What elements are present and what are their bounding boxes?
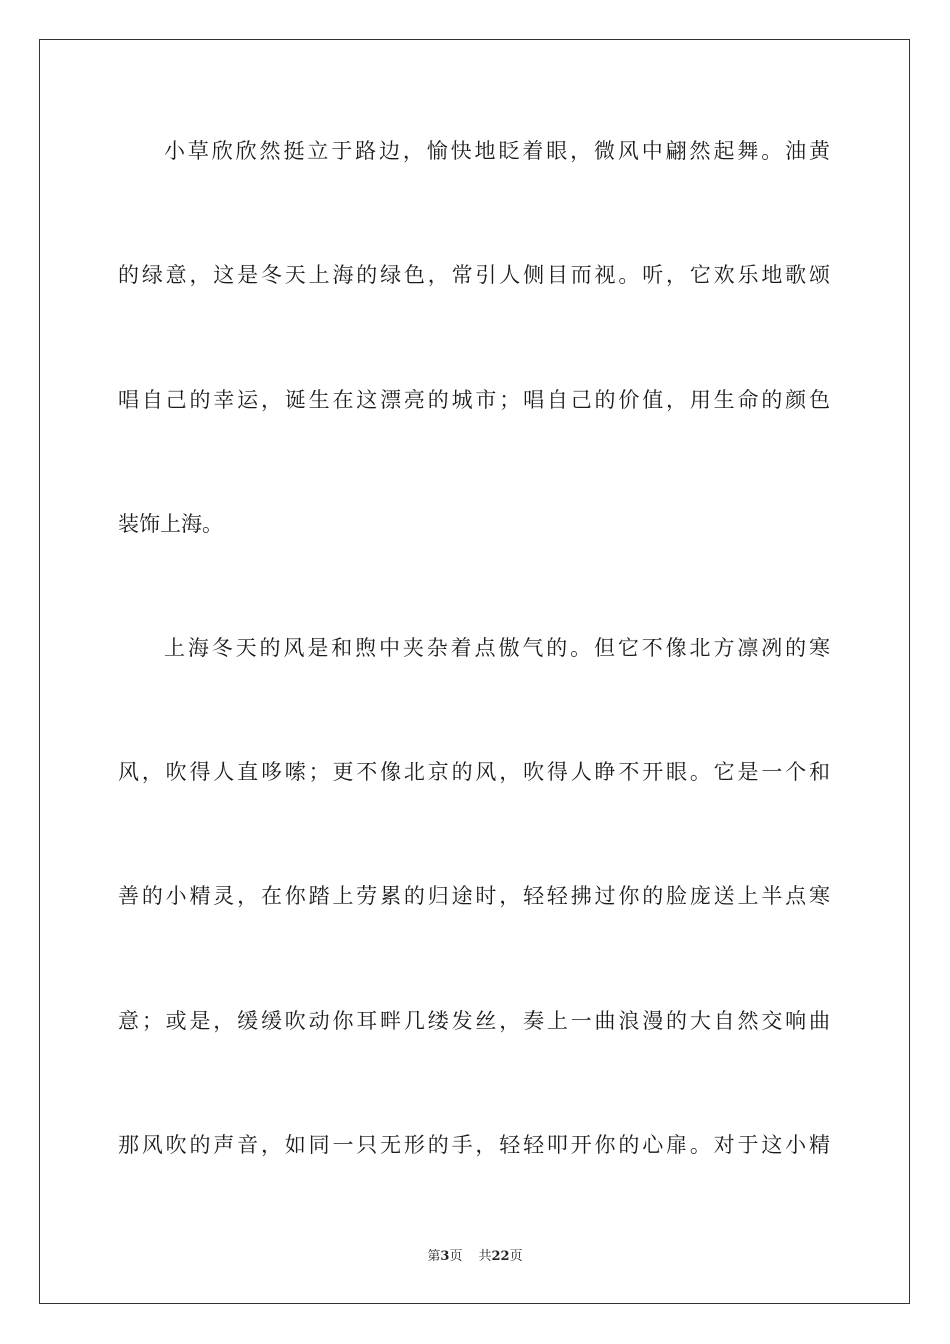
page-footer bbox=[0, 1248, 950, 1266]
text-line: 的绿意，这是冬天上海的绿色，常引人侧目而视。听，它欢乐地歌颂 bbox=[118, 263, 830, 287]
text-line: 风，吹得人直哆嗦；更不像北京的风，吹得人睁不开眼。它是一个和 bbox=[118, 760, 830, 784]
text-line: 装饰上海。 bbox=[118, 512, 223, 536]
footer-total-suffix: 页 bbox=[509, 1249, 523, 1264]
footer-page-prefix: 第 bbox=[427, 1249, 441, 1264]
footer-page-number: 3 bbox=[440, 1249, 450, 1264]
text-line: 唱自己的幸运，诞生在这漂亮的城市；唱自己的价值，用生命的颜色 bbox=[118, 388, 830, 412]
text-line: 意；或是，缓缓吹动你耳畔几缕发丝，奏上一曲浪漫的大自然交响曲 bbox=[118, 1009, 830, 1033]
footer-page-suffix: 页 bbox=[449, 1249, 463, 1264]
text-line: 那风吹的声音，如同一只无形的手，轻轻叩开你的心扉。对于这小精 bbox=[118, 1133, 830, 1157]
text-line: 上海冬天的风是和煦中夹杂着点傲气的。但它不像北方凛冽的寒 bbox=[164, 636, 830, 660]
footer-total-pages: 22 bbox=[491, 1249, 510, 1264]
footer-total-prefix: 共 bbox=[478, 1249, 492, 1264]
text-line: 善的小精灵，在你踏上劳累的归途时，轻轻拂过你的脸庞送上半点寒 bbox=[118, 884, 830, 908]
text-line: 小草欣欣然挺立于路边，愉快地眨着眼，微风中翩然起舞。油黄 bbox=[164, 139, 830, 163]
page-border bbox=[39, 39, 910, 1304]
